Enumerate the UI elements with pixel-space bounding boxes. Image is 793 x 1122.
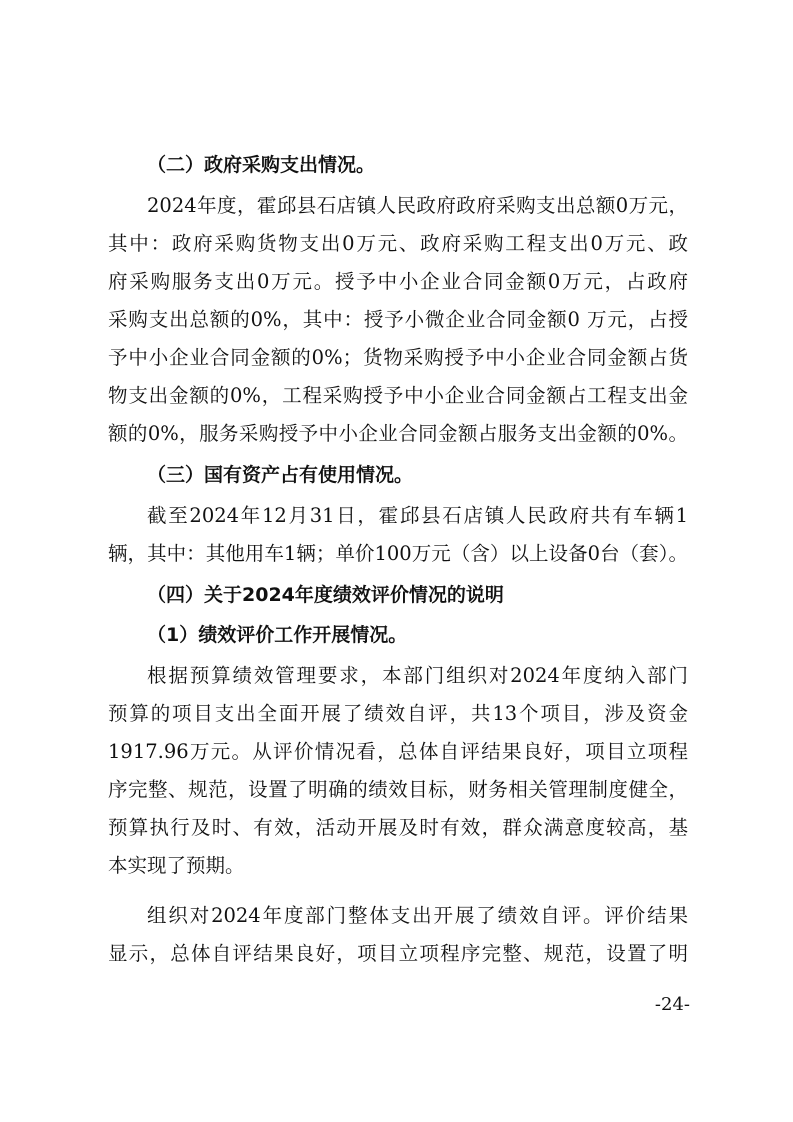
paragraph-line: 辆，其中：其他用车1辆；单价100万元（含）以上设备0台（套）。 bbox=[108, 542, 688, 565]
paragraph-line: 物支出金额的0%，工程采购授予中小企业合同金额占工程支出金 bbox=[108, 384, 688, 407]
paragraph-line: 本实现了预期。 bbox=[108, 854, 245, 877]
paragraph-line: 2024年度，霍邱县石店镇人民政府政府采购支出总额0万元， bbox=[147, 194, 688, 217]
heading-performance: （四）关于2024年度绩效评价情况的说明 bbox=[147, 584, 504, 606]
paragraph-line: 预算执行及时、有效，活动开展及时有效，群众满意度较高，基 bbox=[108, 816, 688, 839]
paragraph-line: 采购支出总额的0%，其中：授予小微企业合同金额0 万元，占授 bbox=[108, 308, 688, 331]
heading-procurement: （二）政府采购支出情况。 bbox=[147, 154, 376, 176]
paragraph-line: 预算的项目支出全面开展了绩效自评，共13个项目，涉及资金 bbox=[108, 702, 688, 725]
paragraph-line: 组织对2024年度部门整体支出开展了绩效自评。评价结果 bbox=[147, 904, 688, 927]
heading-assets: （三）国有资产占有使用情况。 bbox=[147, 464, 414, 486]
paragraph-line: 其中：政府采购货物支出0万元、政府采购工程支出0万元、政 bbox=[108, 232, 688, 255]
paragraph-line: 予中小企业合同金额的0%；货物采购授予中小企业合同金额占货 bbox=[108, 346, 688, 369]
heading-performance-sub: （1）绩效评价工作开展情况。 bbox=[147, 624, 408, 646]
paragraph-line: 府采购服务支出0万元。授予中小企业合同金额0万元，占政府 bbox=[108, 270, 688, 293]
paragraph-line: 额的0%，服务采购授予中小企业合同金额占服务支出金额的0%。 bbox=[108, 422, 688, 445]
page-number: -24- bbox=[654, 994, 690, 1015]
paragraph-line: 1917.96万元。从评价情况看，总体自评结果良好，项目立项程 bbox=[108, 740, 688, 763]
paragraph-line: 显示，总体自评结果良好，项目立项程序完整、规范，设置了明 bbox=[108, 942, 688, 965]
paragraph-line: 根据预算绩效管理要求，本部门组织对2024年度纳入部门 bbox=[147, 664, 688, 687]
paragraph-line: 截至2024年12月31日，霍邱县石店镇人民政府共有车辆1 bbox=[147, 504, 688, 527]
paragraph-line: 序完整、规范，设置了明确的绩效目标，财务相关管理制度健全， bbox=[108, 778, 688, 801]
